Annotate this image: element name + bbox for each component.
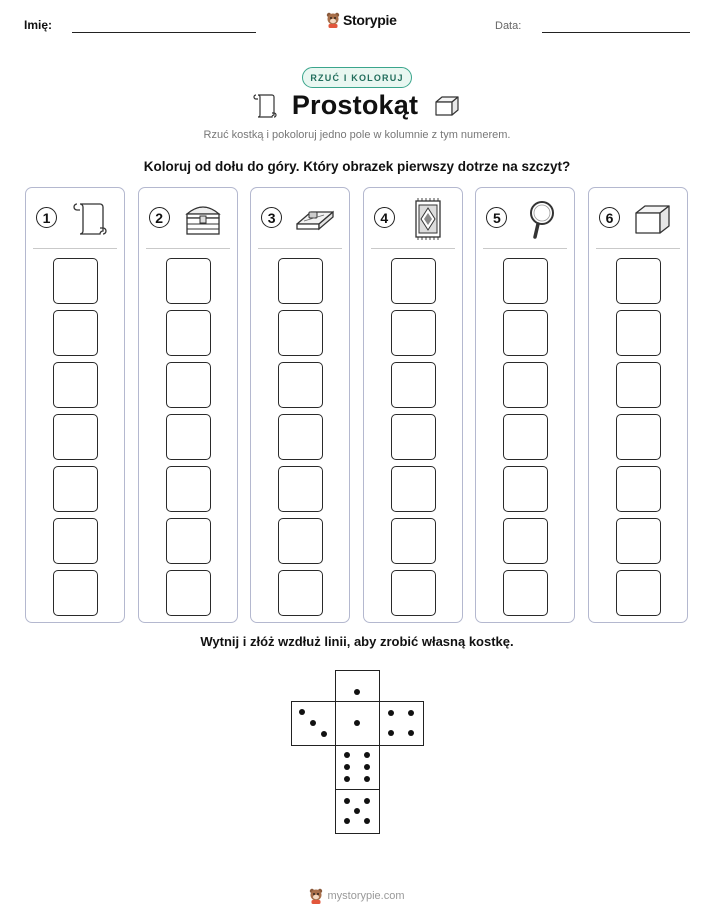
die-pip (364, 798, 370, 804)
color-cell[interactable] (616, 362, 661, 408)
color-cell[interactable] (503, 310, 548, 356)
die-pip (344, 818, 350, 824)
name-label: Imię: (24, 18, 53, 32)
column-number: 1 (36, 207, 57, 228)
column-number: 2 (149, 207, 170, 228)
column-3 (250, 187, 350, 623)
column-number: 4 (374, 207, 395, 228)
color-cell[interactable] (166, 518, 211, 564)
column-2 (138, 187, 238, 623)
die-pip (344, 752, 350, 758)
color-cell[interactable] (53, 258, 98, 304)
die-face-4 (379, 701, 424, 746)
color-cell[interactable] (391, 466, 436, 512)
die-face-1 (335, 701, 380, 746)
die-pip (354, 808, 360, 814)
color-cell[interactable] (391, 362, 436, 408)
color-cell[interactable] (391, 518, 436, 564)
color-cell[interactable] (278, 258, 323, 304)
color-cell[interactable] (278, 466, 323, 512)
die-face-3 (291, 701, 336, 746)
cube-icon (432, 93, 462, 119)
color-cell[interactable] (278, 362, 323, 408)
color-cell[interactable] (278, 414, 323, 460)
color-cell[interactable] (616, 466, 661, 512)
color-cell[interactable] (53, 414, 98, 460)
die-pip (388, 730, 394, 736)
column-number: 3 (261, 207, 282, 228)
color-cell[interactable] (616, 518, 661, 564)
color-cell[interactable] (166, 362, 211, 408)
color-cell[interactable] (616, 258, 661, 304)
die-pip (344, 776, 350, 782)
die-pip (299, 709, 305, 715)
column-divider (371, 248, 455, 249)
subtitle: Rzuć kostką i pokoloruj jedno pole w kolumnie z tym numerem. (203, 129, 511, 141)
column-header (364, 188, 462, 248)
column-header (251, 188, 349, 248)
page-title: Prostokąt (291, 90, 419, 120)
color-cell[interactable] (503, 414, 548, 460)
date-line (542, 32, 690, 33)
scroll-icon (252, 91, 278, 121)
color-cell[interactable] (53, 518, 98, 564)
color-cell[interactable] (278, 310, 323, 356)
column-6 (588, 187, 688, 623)
color-cell[interactable] (391, 258, 436, 304)
column-5 (475, 187, 575, 623)
color-cell[interactable] (616, 414, 661, 460)
footer-url: mystorypie.com (327, 890, 405, 902)
die-pip (408, 710, 414, 716)
color-cell[interactable] (278, 518, 323, 564)
activity-badge: RZUĆ I KOLORUJ (302, 67, 412, 88)
column-number: 5 (486, 207, 507, 228)
column-1 (25, 187, 125, 623)
title-row (0, 90, 714, 121)
magnifying-glass-icon (518, 198, 562, 240)
color-cell[interactable] (391, 414, 436, 460)
rug-icon (406, 198, 450, 240)
brand (326, 12, 397, 28)
color-cell[interactable] (166, 414, 211, 460)
date-label: Data: (495, 20, 522, 32)
color-cell[interactable] (166, 570, 211, 616)
die-face-5 (335, 789, 380, 834)
die-pip (321, 731, 327, 737)
column-divider (596, 248, 680, 249)
cube-icon (631, 198, 675, 240)
column-header (589, 188, 687, 248)
column-divider (483, 248, 567, 249)
color-cell[interactable] (503, 466, 548, 512)
die-pip (364, 776, 370, 782)
die-pip (408, 730, 414, 736)
name-line (72, 32, 256, 33)
color-cell[interactable] (53, 570, 98, 616)
bear-logo-icon (309, 888, 323, 904)
color-cell[interactable] (616, 310, 661, 356)
color-cell[interactable] (53, 466, 98, 512)
color-cell[interactable] (503, 258, 548, 304)
column-divider (33, 248, 117, 249)
instruction: Koloruj od dołu do góry. Który obrazek pierwszy dotrze na szczyt? (143, 159, 571, 174)
column-header (476, 188, 574, 248)
column-header (139, 188, 237, 248)
color-cell[interactable] (503, 518, 548, 564)
color-cell[interactable] (278, 570, 323, 616)
scroll-icon (68, 198, 112, 240)
die-pip (354, 689, 360, 695)
die-pip (364, 764, 370, 770)
color-cell[interactable] (166, 310, 211, 356)
footer (0, 888, 714, 904)
color-cell[interactable] (166, 258, 211, 304)
cut-instruction: Wytnij i złóż wzdłuż linii, aby zrobić własną kostkę. (200, 634, 514, 649)
die-pip (364, 818, 370, 824)
die-face-6 (335, 745, 380, 790)
tray-icon (293, 198, 337, 240)
column-header (26, 188, 124, 248)
color-cell[interactable] (53, 310, 98, 356)
color-cell[interactable] (616, 570, 661, 616)
die-pip (344, 764, 350, 770)
color-cell[interactable] (391, 310, 436, 356)
color-cell[interactable] (166, 466, 211, 512)
die-pip (364, 752, 370, 758)
column-4 (363, 187, 463, 623)
color-cell[interactable] (53, 362, 98, 408)
brand-name: Storypie (343, 12, 397, 28)
color-cell[interactable] (503, 570, 548, 616)
die-pip (354, 720, 360, 726)
die-pip (310, 720, 316, 726)
color-cell[interactable] (391, 570, 436, 616)
die-pip (388, 710, 394, 716)
treasure-chest-icon (181, 198, 225, 240)
column-divider (146, 248, 230, 249)
column-divider (258, 248, 342, 249)
die-pip (344, 798, 350, 804)
bear-logo-icon (326, 12, 340, 28)
color-cell[interactable] (503, 362, 548, 408)
column-number: 6 (599, 207, 620, 228)
